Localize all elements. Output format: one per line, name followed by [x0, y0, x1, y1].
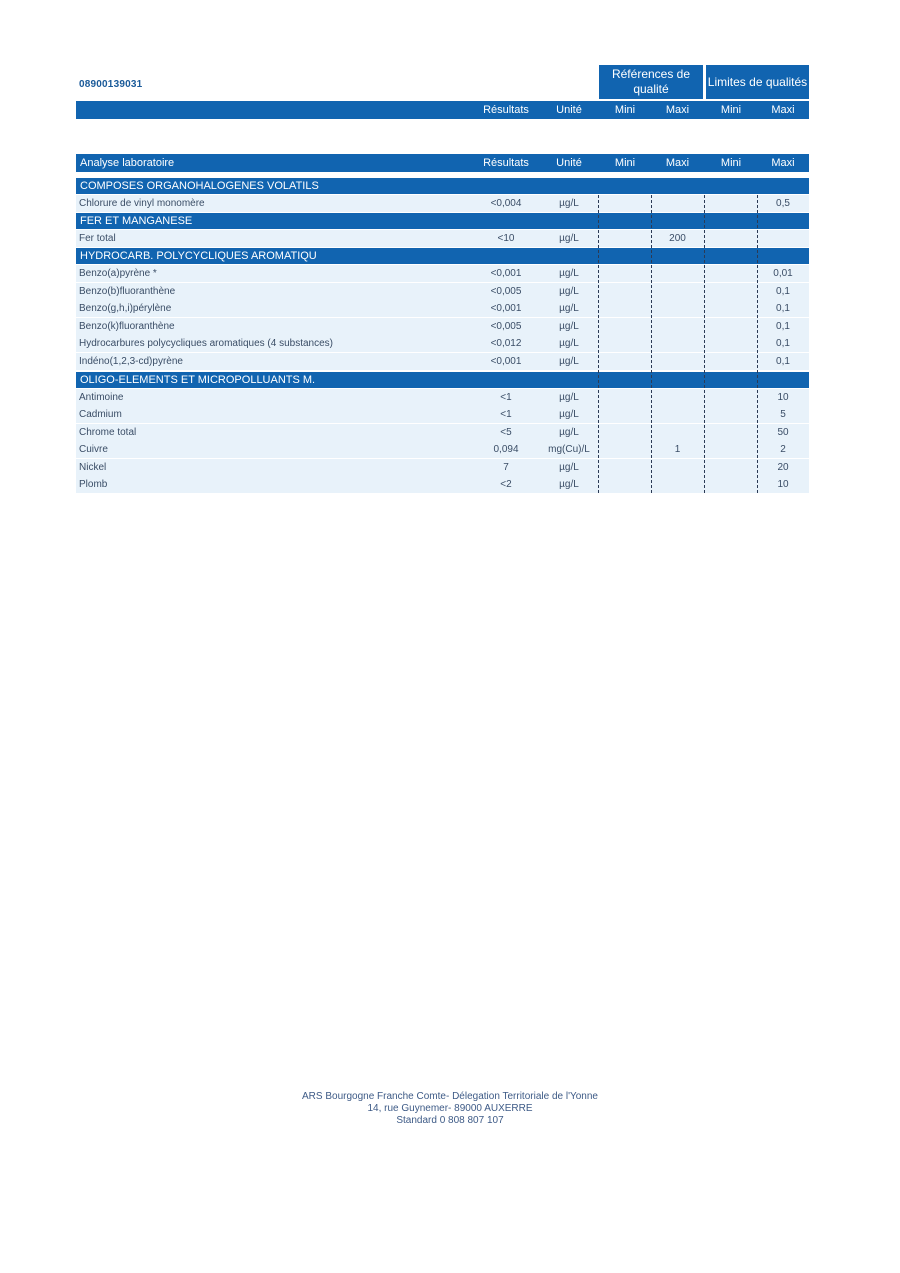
row-lim-min — [706, 406, 756, 423]
header-ref-max: Maxi — [665, 104, 690, 116]
row-name: Chlorure de vinyl monomère — [79, 198, 205, 209]
row-name: Benzo(a)pyrène * — [79, 268, 157, 279]
table-row — [76, 300, 809, 317]
row-result: <1 — [500, 409, 512, 420]
row-ref-max — [652, 406, 703, 423]
row-unit: µg/L — [559, 338, 579, 349]
row-ref-min — [599, 195, 651, 212]
analysis-header-results: Résultats — [483, 157, 529, 169]
row-ref-max — [652, 459, 703, 476]
table-row — [76, 265, 809, 282]
row-unit: µg/L — [559, 303, 579, 314]
row-unit: µg/L — [559, 198, 579, 209]
row-lim-max: 20 — [777, 462, 789, 473]
row-ref-min — [599, 265, 651, 282]
row-result: <1 — [500, 392, 512, 403]
row-unit: µg/L — [559, 233, 579, 244]
row-name: Nickel — [79, 462, 107, 473]
row-result: <0,001 — [490, 356, 522, 367]
row-lim-max: 10 — [777, 479, 789, 490]
row-lim-min — [706, 424, 756, 441]
row-result: <0,001 — [490, 303, 522, 314]
row-result: <0,005 — [490, 286, 522, 297]
analysis-header-lim-max: Maxi — [771, 157, 795, 169]
row-lim-max: 0,1 — [776, 286, 790, 297]
row-lim-max: 0,5 — [776, 198, 790, 209]
row-result: <0,005 — [490, 321, 522, 332]
row-lim-min — [706, 389, 756, 406]
row-ref-min — [599, 389, 651, 406]
row-ref-max — [652, 476, 703, 493]
row-ref-max — [652, 195, 703, 212]
results-header-bar — [76, 101, 809, 119]
row-ref-min — [599, 318, 651, 335]
analysis-header-bar — [76, 154, 809, 172]
table-row — [76, 406, 809, 423]
row-name: Chrome total — [79, 427, 137, 438]
row-unit: µg/L — [559, 409, 579, 420]
row-lim-max: 0,1 — [776, 338, 790, 349]
header-lim-min: Mini — [720, 104, 742, 116]
table-row — [76, 230, 809, 247]
row-lim-min — [706, 476, 756, 493]
analysis-header-label: Analyse laboratoire — [80, 157, 175, 169]
row-ref-max — [652, 335, 703, 352]
row-unit: µg/L — [559, 321, 579, 332]
header-ref-min: Mini — [614, 104, 636, 116]
row-lim-max: 5 — [780, 409, 786, 420]
row-lim-min — [706, 459, 756, 476]
row-ref-min — [599, 424, 651, 441]
footer-line-2: 14, rue Guynemer- 89000 AUXERRE — [367, 1103, 533, 1114]
analysis-header-ref-min: Mini — [614, 157, 636, 169]
row-lim-min — [706, 335, 756, 352]
analysis-header-lim-min: Mini — [720, 157, 742, 169]
row-lim-max: 0,1 — [776, 303, 790, 314]
row-ref-max — [652, 389, 703, 406]
footer — [0, 1091, 900, 1127]
row-lim-max: 0,1 — [776, 321, 790, 332]
section-title: HYDROCARB. POLYCYCLIQUES AROMATIQU — [76, 248, 809, 264]
table-row — [76, 424, 809, 441]
row-result: <0,001 — [490, 268, 522, 279]
row-result: <0,012 — [490, 338, 522, 349]
row-lim-max: 10 — [777, 392, 789, 403]
row-name: Hydrocarbures polycycliques aromatiques (4 substances) — [79, 338, 334, 349]
row-unit: µg/L — [559, 479, 579, 490]
header-unit: Unité — [556, 104, 582, 116]
analysis-header-ref-max: Maxi — [665, 157, 690, 169]
row-name: Antimoine — [79, 392, 124, 403]
row-lim-min — [706, 283, 756, 300]
table-row — [76, 283, 809, 300]
row-unit: µg/L — [559, 356, 579, 367]
row-result: <5 — [500, 427, 512, 438]
row-ref-max — [652, 424, 703, 441]
row-name: Benzo(b)fluoranthène — [79, 286, 176, 297]
row-lim-min — [706, 318, 756, 335]
row-lim-min — [706, 230, 756, 247]
row-unit: µg/L — [559, 392, 579, 403]
row-lim-max: 0,01 — [773, 268, 793, 279]
footer-line-3: Standard 0 808 807 107 — [396, 1115, 504, 1126]
row-ref-min — [599, 459, 651, 476]
table-row — [76, 335, 809, 352]
row-ref-max — [652, 318, 703, 335]
document-id: 08900139031 — [79, 79, 143, 90]
row-lim-max: 50 — [777, 427, 789, 438]
footer-line-1: ARS Bourgogne Franche Comte- Délegation Territoriale de l'Yonne — [302, 1091, 598, 1102]
table-row — [76, 195, 809, 212]
row-name: Benzo(k)fluoranthène — [79, 321, 175, 332]
row-ref-min — [599, 406, 651, 423]
row-name: Cadmium — [79, 409, 122, 420]
row-unit: µg/L — [559, 286, 579, 297]
row-ref-max: 200 — [669, 233, 686, 244]
row-lim-min — [706, 441, 756, 458]
references-group-header: Références de qualité — [599, 65, 703, 99]
row-ref-min — [599, 476, 651, 493]
section-title: FER ET MANGANESE — [76, 213, 809, 229]
row-name: Indéno(1,2,3-cd)pyrène — [79, 356, 183, 367]
row-lim-min — [706, 195, 756, 212]
row-ref-min — [599, 335, 651, 352]
row-result: <10 — [497, 233, 515, 244]
header-results: Résultats — [483, 104, 529, 116]
row-ref-min — [599, 353, 651, 370]
row-lim-max: 0,1 — [776, 356, 790, 367]
column-divider — [651, 195, 652, 493]
table-row — [76, 318, 809, 335]
row-ref-max — [652, 300, 703, 317]
table-row — [76, 459, 809, 476]
limits-group-header: Limites de qualités — [706, 65, 809, 99]
row-ref-min — [599, 230, 651, 247]
row-ref-min — [599, 441, 651, 458]
row-ref-max — [652, 265, 703, 282]
row-name: Benzo(g,h,i)pérylène — [79, 303, 172, 314]
row-unit: µg/L — [559, 462, 579, 473]
row-unit: µg/L — [559, 427, 579, 438]
row-name: Plomb — [79, 479, 108, 490]
row-unit: µg/L — [559, 268, 579, 279]
header-lim-max: Maxi — [771, 104, 795, 116]
row-lim-min — [706, 353, 756, 370]
section-title: OLIGO-ELEMENTS ET MICROPOLLUANTS M. — [76, 372, 809, 388]
row-ref-max — [652, 353, 703, 370]
row-result: <2 — [500, 479, 512, 490]
row-ref-min — [599, 300, 651, 317]
column-divider — [757, 195, 758, 493]
row-lim-max: 2 — [780, 444, 786, 455]
row-lim-min — [706, 265, 756, 282]
row-unit: mg(Cu)/L — [548, 444, 590, 455]
table-row — [76, 476, 809, 493]
row-result: <0,004 — [490, 198, 522, 209]
column-divider — [598, 195, 599, 493]
table-row — [76, 353, 809, 370]
row-result: 7 — [503, 462, 509, 473]
column-divider — [704, 195, 705, 493]
row-name: Cuivre — [79, 444, 108, 455]
row-ref-min — [599, 283, 651, 300]
analysis-header-unit: Unité — [556, 157, 582, 169]
section-title: COMPOSES ORGANOHALOGENES VOLATILS — [76, 178, 809, 194]
row-name: Fer total — [79, 233, 116, 244]
row-lim-max — [758, 230, 808, 247]
row-ref-max: 1 — [674, 444, 681, 455]
row-result: 0,094 — [493, 444, 519, 455]
row-lim-min — [706, 300, 756, 317]
table-row — [76, 441, 809, 458]
row-ref-max — [652, 283, 703, 300]
table-row — [76, 389, 809, 406]
